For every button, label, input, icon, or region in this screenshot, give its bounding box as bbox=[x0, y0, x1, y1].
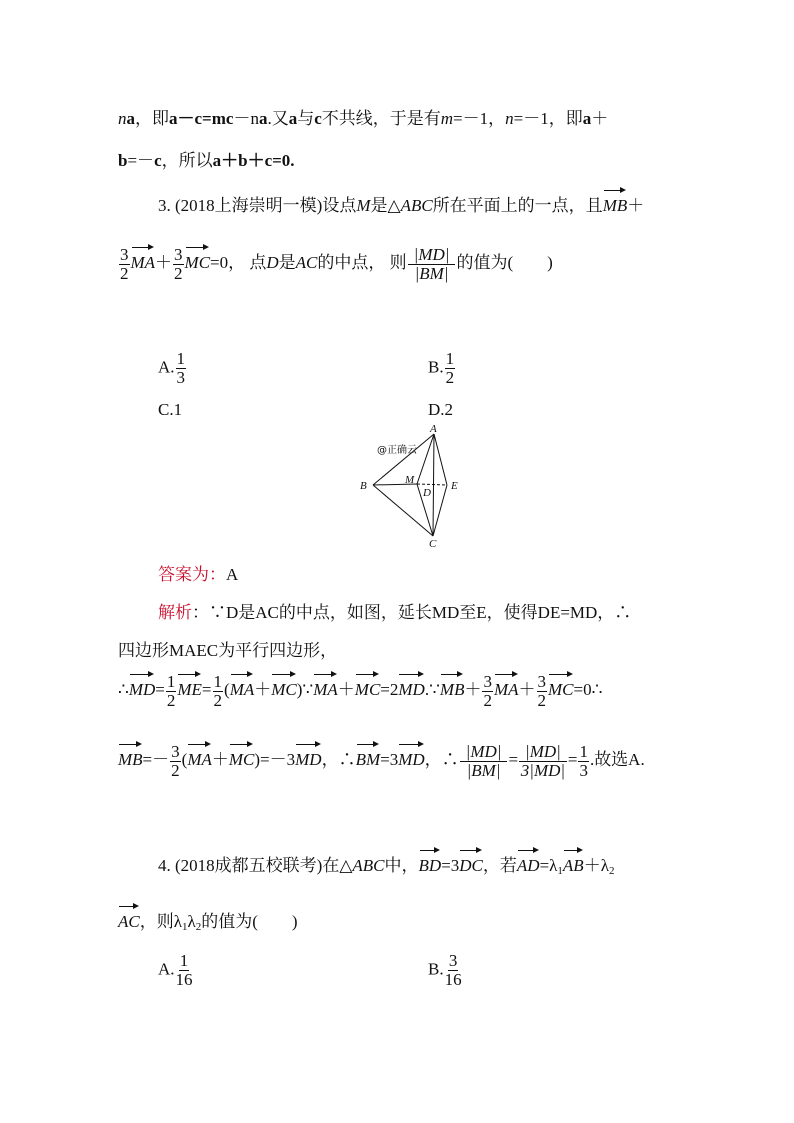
text: 的值为( ) bbox=[456, 253, 553, 272]
answer-label: 答案为： bbox=[158, 565, 226, 584]
fraction: $\frac{3}{2}$ bbox=[483, 671, 492, 710]
label-M: M bbox=[405, 474, 415, 486]
var-a: a bbox=[288, 109, 298, 128]
var-b: b bbox=[118, 151, 128, 170]
vector-BD: BD bbox=[419, 848, 442, 876]
vector-MD: MD bbox=[295, 742, 321, 770]
text: ：∵D是AC的中点，如图，延长MD至E，使得DE=MD，∴ bbox=[192, 603, 632, 622]
analysis-line-1 bbox=[158, 598, 631, 623]
vector-MC: MC bbox=[355, 672, 381, 700]
vector-MA: MA bbox=[131, 245, 156, 273]
vector-MD: MD bbox=[398, 672, 424, 700]
option-B: B. $\frac{1}{2}$ bbox=[428, 349, 455, 387]
text: =－1，即 bbox=[513, 109, 583, 128]
label-D: D bbox=[423, 487, 431, 499]
text: .又 bbox=[267, 109, 289, 128]
vector-MB: MB bbox=[118, 742, 143, 770]
vector-AC: AC bbox=[118, 904, 140, 932]
vector-MC: MC bbox=[271, 672, 297, 700]
vector-MC: MC bbox=[185, 245, 211, 273]
option-C: C.1 bbox=[158, 400, 183, 419]
label-E: E bbox=[451, 480, 458, 492]
fraction: $\frac{1}{3}$ bbox=[176, 349, 186, 387]
text: ，所以 bbox=[161, 151, 213, 170]
vector-MA: MA bbox=[313, 672, 338, 700]
vector-DC: DC bbox=[459, 848, 483, 876]
label-C: C bbox=[429, 538, 437, 550]
fraction: $\frac{3}{2}$ bbox=[120, 244, 129, 283]
text: 所在平面上的一点，且 bbox=[432, 196, 603, 215]
question-4-line-1: 4. (2018成都五校联考)在△ABC中，BD=3DC，若$AD=\lambda_1AB+\lambda_2$ bbox=[158, 848, 614, 877]
question-4-line-2: AC，则$\lambda_1\lambda_2$的值为( ) bbox=[118, 904, 298, 933]
vector-MA: MA bbox=[494, 672, 519, 700]
fraction: $\frac{1}{3}$ bbox=[579, 741, 588, 780]
analysis-line-2 bbox=[118, 636, 337, 661]
text: 与 bbox=[297, 109, 315, 128]
ratio-fraction: $\frac{|MD|}{|BM|}$ bbox=[408, 246, 456, 283]
vector-MB: MB bbox=[603, 188, 628, 216]
text: 四边形MAEC为平行四边形， bbox=[118, 641, 338, 660]
text: ＋ bbox=[627, 196, 645, 215]
text: 不共线，于是有 bbox=[321, 109, 441, 128]
text: =－ bbox=[127, 151, 155, 170]
label-A: A bbox=[430, 423, 437, 435]
var-a: a bbox=[169, 109, 178, 128]
answer-value: A bbox=[226, 565, 239, 584]
vector-MD: MD bbox=[129, 672, 155, 700]
var-AC: AC bbox=[295, 253, 318, 272]
fraction: $\frac{3}{2}$ bbox=[174, 244, 183, 283]
question-number: 4. (2018成都五校联考)在△ bbox=[158, 856, 353, 875]
fraction: $\frac{1}{2}$ bbox=[445, 349, 455, 387]
answer-line bbox=[158, 560, 238, 585]
var-a: a bbox=[582, 109, 592, 128]
analysis-line-4: MB=－ $\frac{3}{2}$ (MA＋MC)=－3MD，∴BM=3MD，∴ $\frac{|MD|}{|BM|}$ = $\frac{|MD|}{3|MD|}$ = $\frac{1}{3}$ .故选A. bbox=[118, 741, 645, 780]
label-B: B bbox=[360, 480, 367, 492]
var-c: c bbox=[225, 109, 234, 128]
var-a: a bbox=[258, 109, 268, 128]
vector-MA: MA bbox=[230, 672, 255, 700]
question-number: 3. (2018上海崇明一模)设点 bbox=[158, 196, 357, 215]
var-m: m bbox=[440, 109, 454, 128]
var-D: D bbox=[266, 253, 279, 272]
geometry-figure bbox=[355, 422, 475, 552]
text-line-2 bbox=[118, 146, 295, 171]
fraction: $\frac{1}{16}$ bbox=[175, 951, 193, 989]
text: a＋b＋c=0. bbox=[212, 151, 295, 170]
text: ＋ bbox=[591, 109, 609, 128]
option-D: D.2 bbox=[428, 400, 454, 419]
text: =0， 点 bbox=[210, 253, 267, 272]
text: 的中点， 则 bbox=[317, 253, 407, 272]
text-line-1 bbox=[118, 104, 608, 129]
q4-option-B: B. $\frac{3}{16}$ bbox=[428, 951, 462, 989]
text: 是△ bbox=[370, 196, 401, 215]
analysis-line-3: ∴MD= $\frac{1}{2}$ ME= $\frac{1}{2}$ (MA＋MC)∵MA＋MC=2MD.∵MB＋ $\frac{3}{2}$ MA＋ $\frac{3}{2}$ MC=0∴ bbox=[118, 671, 603, 710]
vector-BM: BM bbox=[356, 742, 381, 770]
vector-AD: AD bbox=[517, 848, 540, 876]
fraction: $\frac{3}{2}$ bbox=[537, 671, 546, 710]
vector-AB: AB bbox=[563, 848, 584, 876]
watermark: @正确云 bbox=[377, 445, 417, 456]
fraction: $\frac{3}{16}$ bbox=[444, 951, 462, 989]
ratio-fraction: $\frac{|MD|}{|BM|}$ bbox=[460, 743, 508, 780]
var-ABC: ABC bbox=[400, 196, 433, 215]
vector-MC: MC bbox=[548, 672, 574, 700]
ratio-fraction: $\frac{|MD|}{3|MD|}$ bbox=[520, 741, 566, 780]
text: －c=m bbox=[177, 109, 226, 128]
var-n: n bbox=[118, 109, 127, 128]
text: ＋ bbox=[155, 253, 173, 272]
option-A: A. $\frac{1}{3}$ bbox=[158, 349, 186, 387]
text: 是 bbox=[278, 253, 296, 272]
text: =－1， bbox=[453, 109, 506, 128]
analysis-label: 解析 bbox=[158, 603, 192, 622]
q4-option-A: A. $\frac{1}{16}$ bbox=[158, 951, 193, 989]
var-a: a bbox=[126, 109, 135, 128]
var-c: c bbox=[154, 151, 162, 170]
vector-MC: MC bbox=[229, 742, 255, 770]
vector-MA: MA bbox=[187, 742, 212, 770]
var-n: n bbox=[505, 109, 514, 128]
question-3-line-2 bbox=[118, 245, 553, 282]
text: －n bbox=[233, 109, 259, 128]
vector-ME: ME bbox=[177, 672, 202, 700]
fraction: $\frac{1}{2}$ bbox=[213, 671, 223, 710]
vector-MD: MD bbox=[398, 742, 424, 770]
text: ，即 bbox=[135, 109, 169, 128]
vector-MB: MB bbox=[440, 672, 465, 700]
var-M: M bbox=[356, 196, 371, 215]
fraction: $\frac{3}{2}$ bbox=[171, 741, 180, 780]
fraction: $\frac{1}{2}$ bbox=[166, 671, 176, 710]
var-c: c bbox=[314, 109, 322, 128]
question-3-line-1 bbox=[158, 188, 644, 216]
